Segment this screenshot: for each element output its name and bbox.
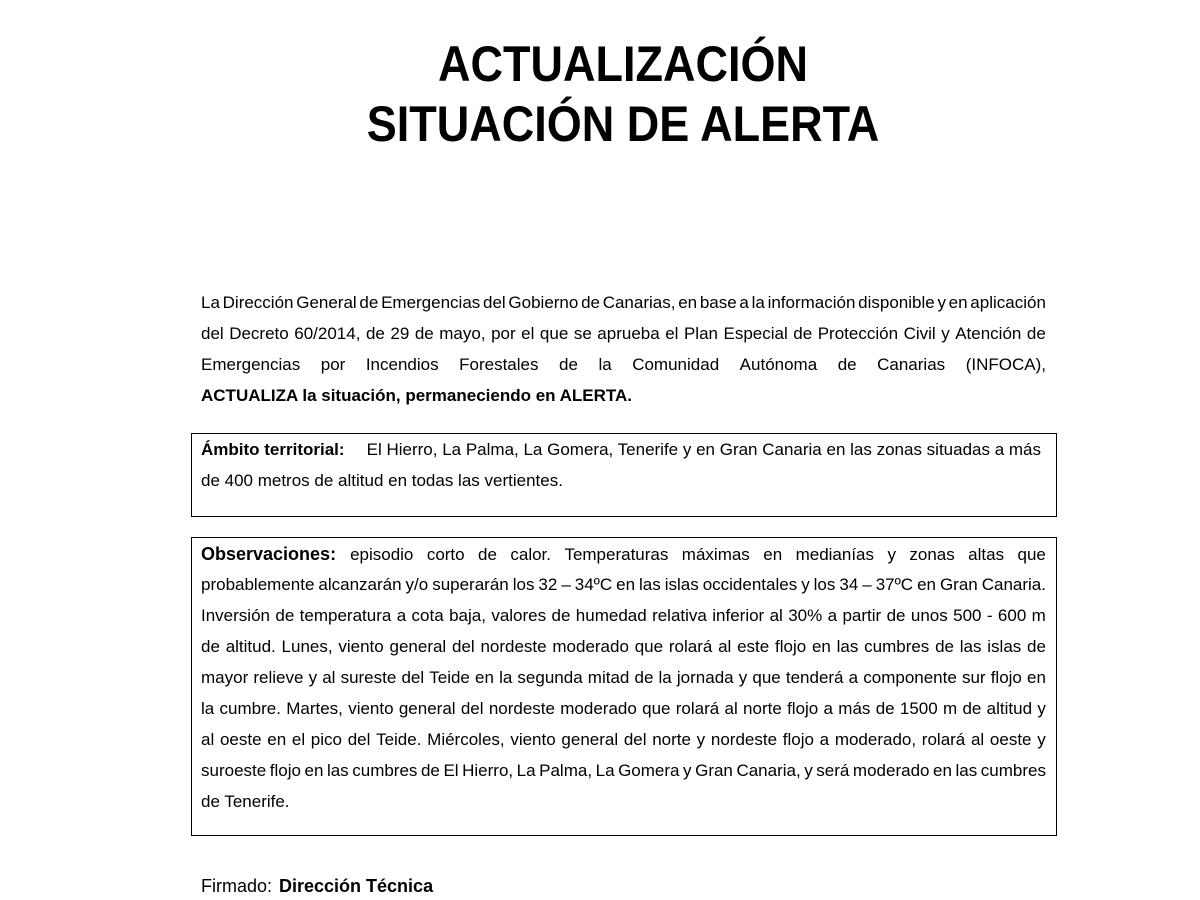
obs-line-2: probablemente alcanzarán y/o superarán los 32 – 34ºC en las islas occidentales y los 34 – 37ºC en Gran Canaria. [201, 575, 1046, 594]
document-title [0, 34, 1200, 154]
title-line-1: ACTUALIZACIÓN [438, 36, 808, 92]
intro-line-3: Emergencias por Incendios Forestales de la Comunidad Autónoma de Canarias (INFOCA), [201, 355, 1046, 374]
obs-line-7: al oeste en el pico del Teide. Miércoles, viento general del norte y nordeste flojo a moderado, rolará al oeste y [201, 730, 1046, 749]
scope-line-1 [201, 439, 1041, 461]
intro-line-1: La Dirección General de Emergencias del Gobierno de Canarias, en base a la información disponible y en aplicación [201, 293, 1046, 312]
intro-line-2: del Decreto 60/2014, de 29 de mayo, por el que se aprueba el Plan Especial de Protección Civil y Atención de [201, 324, 1046, 343]
title-line-2: SITUACIÓN DE ALERTA [366, 96, 880, 152]
obs-line-8: suroeste flojo en las cumbres de El Hierro, La Palma, La Gomera y Gran Canaria, y será moderado en las cumbres [201, 761, 1046, 780]
scope-label: Ámbito territorial: [201, 440, 345, 459]
scope-line-1-text: El Hierro, La Palma, La Gomera, Tenerife y en Gran Canaria en las zonas situadas a más [366, 440, 1041, 459]
obs-line-6: la cumbre. Martes, viento general del nordeste moderado que rolará al norte flojo a más de 1500 m de altitud y [201, 699, 1046, 718]
scope-line-2: de 400 metros de altitud en todas las vertientes. [201, 471, 563, 490]
obs-line-1 [201, 543, 1046, 566]
signature-label: Firmado: [201, 876, 273, 896]
obs-line-1-text: episodio corto de calor. Temperaturas máximas en medianías y zonas altas que [350, 545, 1046, 564]
signature-name: Dirección Técnica [279, 876, 434, 896]
observations-label: Observaciones: [201, 544, 337, 564]
obs-line-4: de altitud. Lunes, viento general del nordeste moderado que rolará al este flojo en las cumbres de las islas de [201, 637, 1046, 656]
obs-line-3: Inversión de temperatura a cota baja, valores de humedad relativa inferior al 30% a partir de unos 500 - 600 m [201, 606, 1046, 625]
obs-line-9: de Tenerife. [201, 792, 290, 811]
intro-action-statement: ACTUALIZA la situación, permaneciendo en ALERTA. [201, 386, 633, 405]
signature [201, 875, 433, 897]
obs-line-5: mayor relieve y al sureste del Teide en la segunda mitad de la jornada y que tenderá a componente sur flojo en [201, 668, 1046, 687]
